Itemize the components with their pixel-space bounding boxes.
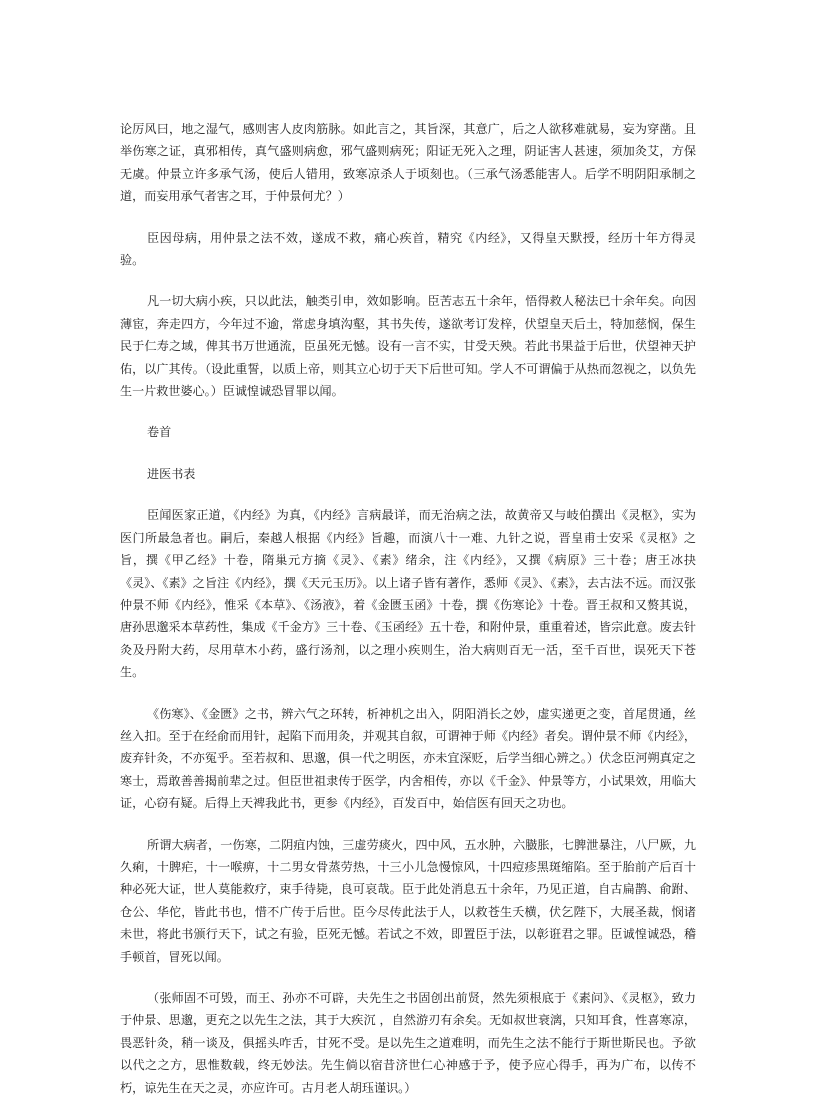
section-heading-jinyishubiao: 进医书表 [147, 466, 196, 481]
paragraph-8: 所谓大病者，一伤寒，二阴疽内蚀，三虚劳痰火，四中风，五水肿，六臌胀，七脾泄暴注，八尸厥，九久痢，十脾疟，十一喉痹，十二男女骨蒸劳热，十三小儿急慢惊风，十四痘疹黑斑缩陷。至于胎前产后百十种必死大证，世人莫能救疗，束手待毙，良可哀哉。臣于此处消息五十余年，乃见正道，自古扁鹊、俞跗、仓公、华佗，皆此书也，惜不广传于后世。臣今尽传此法于人，以救苍生夭横，伏乞陛下，大展圣裁，悯诸未世，将此书颁行天下，试之有验，臣死无憾。若试之不效，即置臣于法，以彰诳君之罪。臣诚惶诚恐，稽手顿首，冒死以闻。 [120, 837, 696, 964]
paragraph-3: 凡一切大病小疾，只以此法，触类引申，效如影响。臣苦志五十余年，悟得救人秘法已十余年矣。向因薄宦，奔走四方，今年过不逾，常虑身填沟壑，其书失传，遂欲考订发梓，伏望皇天后土，特加慈悯，保生民于仁寿之域，俾其书万世通流，臣虽死无憾。设有一言不实，甘受天殃。若此书果益于后世，伏望神天护佑，以广其传。（设此重誓，以质上帝，则其立心切于天下后世可知。学人不可谓偏于从热而忽视之，以负先生一片救世婆心。）臣诚惶诚恐冒罪以闻。 [120, 294, 696, 399]
section-heading-juanshou: 卷首 [147, 425, 172, 440]
document-body [120, 118, 696, 1118]
paragraph-1: 论厉风曰，地之湿气，感则害人皮肉筋脉。如此言之，其旨深，其意广，后之人欲移难就易，妄为穿凿。且举伤寒之证，真邪相传，真气盛则病愈，邪气盛则病死；阳证无死入之理，阴证害人甚速，须加灸艾，方保无虞。仲景立许多承气汤，使后人错用，致寒凉杀人于顷刻也。（三承气汤悉能害人。后学不明阴阳承制之道，而妄用承气者害之耳，于仲景何尤？） [120, 122, 696, 204]
paragraph-2: 臣因母病，用仲景之法不效，遂成不救，痛心疾首，精究《内经》，又得皇天默授，经历十年方得灵验。 [120, 230, 696, 268]
paragraph-9: （张师固不可毁，而王、孙亦不可辟，夫先生之书固创出前贤，然先须根底于《素问》、《灵枢》，致力于仲景、思邈，更充之以先生之法，其于大疾沉 ，自然游刃有余矣。无如叔世衰漓，只知耳食，性喜寒凉，畏恶针灸，稍一谈及，俱摇头咋舌，甘死不受。是以先生之道难明，而先生之法不能行于斯世斯民也。予欲以代之之方，思惟数载，终无妙法。先生倘以宿昔济世仁心神感于予，使予应心得手，再为广布，以传不朽，谅先生在天之灵，亦应许可。古月老人胡珏谨识。） [120, 991, 696, 1095]
paragraph-7: 《伤寒》、《金匮》之书，辨六气之环转，析神机之出入，阴阳消长之妙，虚实递更之变，首尾贯通，丝丝入扣。至于在经俞而用针，起陷下而用灸，并观其自叙，可谓神于师《内经》者矣。谓仲景不师《内经》，废弃针灸，不亦冤乎。至若叔和、思邈，俱一代之明医，亦未宜深贬，后学当细心辨之。）伏念臣河朔真定之寒士，焉敢善善揭前辈之过。但臣世祖隶传于医学，内舍相传，亦以《千金》、仲景等方，小试果效，用临大证，心窃有疑。后得上天裨我此书，更参《内经》，百发百中，始信医有回天之功也。 [120, 706, 696, 811]
paragraph-6: 臣闻医家正道，《内经》为真，《内经》言病最详，而无治病之法，故黄帝又与岐伯撰出《灵枢》，实为医门所最急者也。嗣后，秦越人根据《内经》旨趣，而演八十一难、九针之说，晋皇甫士安采《灵枢》之旨，撰《甲乙经》十卷，隋巢元方摘《灵》、《素》绪余，注《内经》，又撰《病原》三十卷；唐王冰抉《灵》、《素》之旨注《内经》，撰《天元玉历》。以上诸子皆有著作，悉师《灵》、《素》，去古法不远。而汉张仲景不师《内经》，惟采《本草》、《汤液》，着《金匮玉函》十卷，撰《伤寒论》十卷。晋王叔和又赘其说，唐孙思邈采本草药性，集成《千金方》三十卷、《玉函经》五十卷，和附仲景，重重着述，皆宗此意。废去针灸及丹附大药，尽用草木小药，盛行汤剂，以之理小疾则生，治大病则百无一活，至千百世，误死天下苍生。 [120, 508, 696, 680]
